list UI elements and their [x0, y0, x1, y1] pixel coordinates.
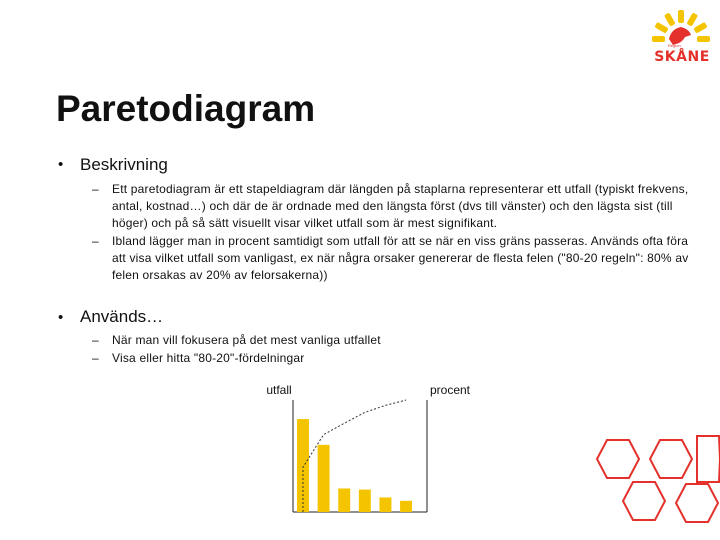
- logo-brand-text: SKÅNE: [654, 49, 710, 65]
- decorative-hexagons: [585, 430, 720, 540]
- description-item: Ibland lägger man in procent samtidigt som utfall för att se när en viss gräns passeras. Används ofta föra att visa vilket utfall som vanligast, ex när några orsaker genererar de flesta felen ("80-20 regeln": 80% av felen orsakas av 20% av felorsakerna)): [112, 234, 689, 282]
- item-dash: –: [92, 182, 99, 196]
- pareto-bar-3: [338, 488, 350, 512]
- description-item: Ett paretodiagram är ett stapeldiagram där längden på staplarna representerar ett utfall (typiskt frekvens, antal, kostnad…) och där de är ordnade med den längsta först (dvs till vänster) och den lägsta sist (till höger) och på så sätt visuellt visar vilket utfall som är mest signifikant.: [112, 182, 689, 230]
- section-bullet: •: [58, 156, 64, 173]
- section-heading-anvands: Används…: [80, 307, 164, 326]
- usage-item: När man vill fokusera på det mest vanliga utfallet: [112, 333, 381, 347]
- usage-item: Visa eller hitta "80-20"-fördelningar: [112, 351, 305, 365]
- item-dash: –: [92, 234, 99, 248]
- section-bullet: •: [58, 309, 64, 326]
- pareto-bar-5: [379, 497, 391, 512]
- item-dash: –: [92, 333, 99, 347]
- left-axis-label: utfall: [266, 383, 292, 397]
- pareto-chart: [255, 378, 485, 518]
- pareto-bar-6: [400, 501, 412, 512]
- pareto-bar-4: [359, 490, 371, 512]
- page-title: Paretodiagram: [56, 88, 316, 129]
- section-heading-beskrivning: Beskrivning: [80, 155, 168, 174]
- pareto-bar-2: [318, 445, 330, 512]
- item-dash: –: [92, 351, 99, 365]
- right-axis-label: procent: [429, 383, 471, 397]
- logo-region-text: Region: [668, 43, 681, 48]
